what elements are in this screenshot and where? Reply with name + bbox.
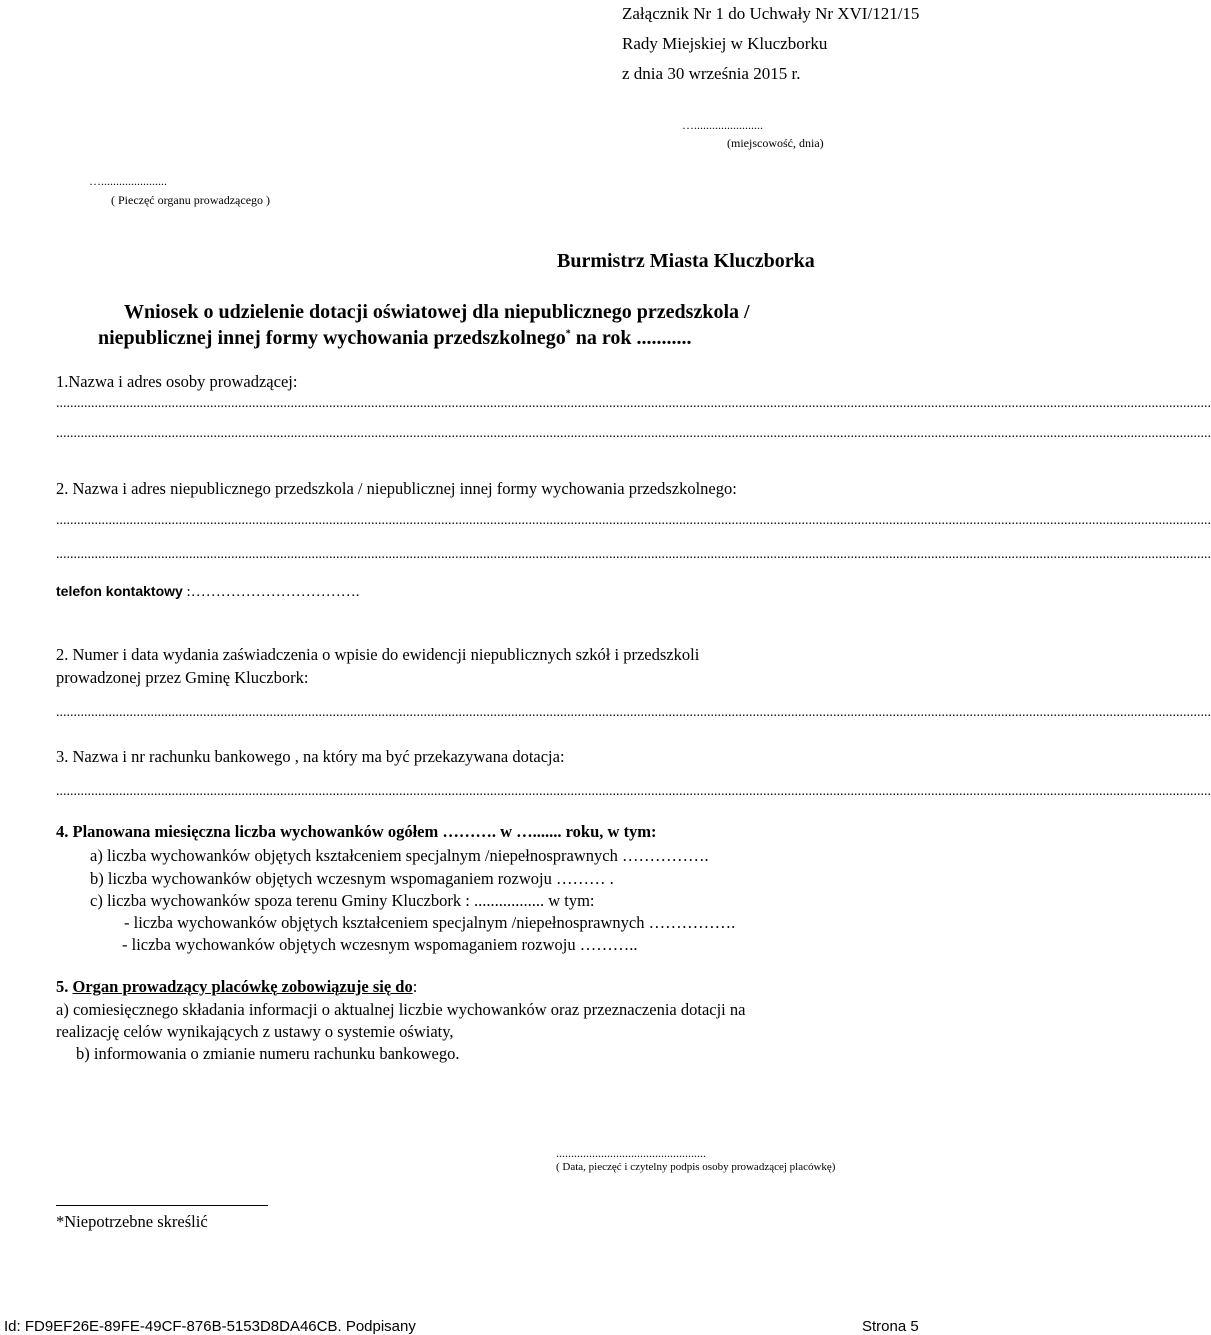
section-4-item-c: c) liczba wychowanków spoza terenu Gminy Kluczbork : ................. w tym: — [90, 891, 595, 910]
footnote: *Niepotrzebne skreślić — [56, 1212, 208, 1231]
signature-dots[interactable]: .................................................. — [556, 1146, 706, 1160]
section-2b-label-line1: 2. Numer i data wydania zaświadczenia o wpisie do ewidencji niepublicznych szkół i przedszkoli — [56, 645, 700, 664]
section-3-fill-line[interactable]: .......................................................................................................................................................................................................................................................................................................................................... — [56, 784, 1211, 799]
section-2-fill-line-2[interactable]: .......................................................................................................................................................................................................................................................................................................................................... — [56, 547, 1211, 562]
footer-page-number: Strona 5 — [862, 1318, 919, 1335]
header-attachment-line: Załącznik Nr 1 do Uchwały Nr XVI/121/15 — [622, 4, 920, 23]
place-date-caption: (miejscowość, dnia) — [727, 136, 824, 150]
section-4-item-c1: - liczba wychowanków objętych kształceniem specjalnym /niepełnosprawnych ……………. — [124, 913, 736, 932]
section-2b-fill-line[interactable]: .......................................................................................................................................................................................................................................................................................................................................... — [56, 705, 1211, 720]
section-1-fill-line-1[interactable]: .......................................................................................................................................................................................................................................................................................................................................... — [56, 396, 1211, 411]
section-4-item-c2: - liczba wychowanków objętych wczesnym wspomaganiem rozwoju ……….. — [122, 935, 638, 954]
section-4-item-a: a) liczba wychowanków objętych kształceniem specjalnym /niepełnosprawnych ……………. — [90, 846, 709, 865]
section-4-heading: 4. Planowana miesięczna liczba wychowanków ogółem ………. w …....... roku, w tym: — [56, 822, 657, 841]
addressee: Burmistrz Miasta Kluczborka — [557, 250, 815, 272]
footnote-divider — [56, 1205, 268, 1206]
section-5-item-a-line2: realizację celów wynikających z ustawy o systemie oświaty, — [56, 1022, 454, 1041]
place-date-dots: …....................... — [682, 118, 763, 132]
section-5-item-b: b) informowania o zmianie numeru rachunku bankowego. — [76, 1044, 460, 1063]
stamp-caption: ( Pieczęć organu prowadzącego ) — [111, 193, 271, 207]
section-2b-label-line2: prowadzonej przez Gminę Kluczbork: — [56, 668, 309, 687]
section-5-item-a-line1: a) comiesięcznego składania informacji o aktualnej liczbie wychowanków oraz przeznaczenia dotacji na — [56, 1000, 746, 1019]
section-5-heading: 5. Organ prowadzący placówkę zobowiązuje się do: — [56, 977, 418, 996]
section-1-label: 1.Nazwa i adres osoby prowadzącej: — [56, 372, 298, 391]
section-2-label: 2. Nazwa i adres niepublicznego przedszkola / niepublicznej innej formy wychowania przedszkolnego: — [56, 479, 737, 498]
form-title-line2: niepublicznej innej formy wychowania przedszkolnego* na rok ........... — [98, 327, 692, 349]
footer-document-id: Id: FD9EF26E-89FE-49CF-876B-5153D8DA46CB. Podpisany — [4, 1318, 416, 1335]
section-3-label: 3. Nazwa i nr rachunku bankowego , na który ma być przekazywana dotacja: — [56, 747, 565, 766]
header-council-line: Rady Miejskiej w Kluczborku — [622, 34, 828, 53]
stamp-dots: …...................... — [89, 174, 167, 188]
form-title-line1: Wniosek o udzielenie dotacji oświatowej dla niepublicznego przedszkola / — [124, 301, 750, 323]
phone-field[interactable]: telefon kontaktowy :……………………………. — [56, 583, 360, 600]
signature-caption: ( Data, pieczęć i czytelny podpis osoby prowadzącej placówkę) — [556, 1161, 836, 1173]
section-4-item-b: b) liczba wychowanków objętych wczesnym wspomaganiem rozwoju ……… . — [90, 869, 614, 888]
section-1-fill-line-2[interactable]: .......................................................................................................................................................................................................................................................................................................................................... — [56, 426, 1211, 441]
section-2-fill-line-1[interactable]: .......................................................................................................................................................................................................................................................................................................................................... — [56, 513, 1211, 528]
header-date-line: z dnia 30 września 2015 r. — [622, 64, 801, 83]
